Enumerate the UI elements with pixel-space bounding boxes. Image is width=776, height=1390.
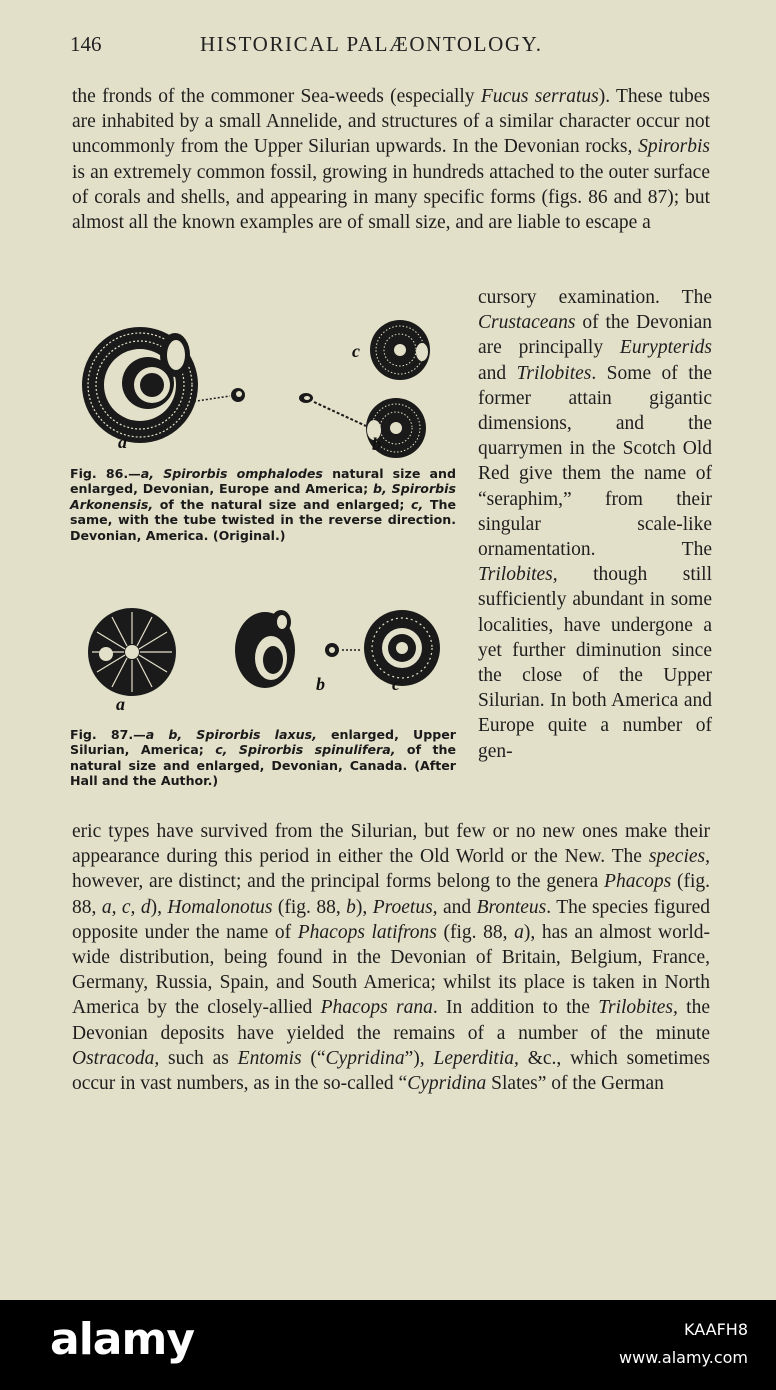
figure-86-caption: Fig. 86.—a, Spirorbis omphalodes natural size and enlarged, Devonian, Europe and America; b, Spirorbis Arkonensis, of the natural size and enlarged; c, The same, with the tube twisted in the reverse direction. Devonian, America. (Original.) <box>70 466 456 543</box>
fig87-label-b: b <box>316 674 325 694</box>
fig87-label-a: a <box>116 694 125 714</box>
page-header <box>70 28 712 60</box>
image-id: KAAFH8 <box>684 1320 748 1339</box>
figure-86-illustration <box>70 310 460 460</box>
running-title: HISTORICAL PALÆONTOLOGY. <box>200 32 543 56</box>
fig87-label-c: c <box>392 674 400 694</box>
fig86-label-b: b <box>372 434 381 454</box>
fig87-spiral-b <box>235 610 295 688</box>
alamy-logo: alamy <box>50 1314 194 1365</box>
body-paragraph-top: the fronds of the commoner Sea-weeds (especially Fucus serratus). These tubes are inhabited by a small Annelide, and structures of a similar character occur not uncommonly from the Upper Silurian upwards. In the Devonian rocks, Spirorbis is an extremely common fossil, growing in hundreds attached to the outer surface of corals and shells, and appearing in many specific forms (figs. 86 and 87); but almost all the known examples are of small size, and are liable to escape a <box>72 86 710 234</box>
fig86-spiral-a-large <box>82 327 198 443</box>
fig87-spiral-a <box>88 608 176 696</box>
figure-87-illustration <box>70 600 460 710</box>
fig86-spiral-c <box>370 320 430 380</box>
fig87-spiral-c <box>364 610 440 686</box>
fig86-label-c: c <box>352 341 360 361</box>
page-number: 146 <box>70 32 102 56</box>
body-paragraph-bottom: eric types have survived from the Silurian, but few or no new ones make their appearance during this period in either the Old World or the New. The species, however, are distinct; and the principal forms belong to the genera Phacops (fig. 88, a, c, d), Homalonotus (fig. 88, b), Proetus, and Bronteus. The species figured opposite under the name of Phacops latifrons (fig. 88, a), has an almost world-wide distribution, being found in the Devonian of Britain, Belgium, France, Germany, Russia, Spain, and South America; whilst its place is taken in North America by the closely-allied Phacops rana. In addition to the Trilobites, the Devonian deposits have yielded the remains of a number of the minute Ostracoda, such as Entomis (“Cypridina”), Leperditia, &c., which sometimes occur in vast numbers, as in the so-called “Cypridina Slates” of the German <box>72 821 711 1095</box>
watermark-url: www.alamy.com <box>619 1348 748 1367</box>
watermark-banner <box>0 1300 776 1390</box>
body-paragraph-side-column: cursory examination. The Crustaceans of the Devonian are principally Eurypterids and Trilobites. Some of the former attain gigantic dimensions, and the quarrymen in the Scotch Old Red give them the name of “seraphim,” from their singular scale-like ornamentation. The Trilobites, though still sufficiently abundant in some localities, have undergone a yet further diminution since the close of the Upper Silurian. In both America and Europe quite a number of gen- <box>478 287 713 762</box>
figure-87-caption: Fig. 87.—a b, Spirorbis laxus, enlarged, Upper Silurian, America; c, Spirorbis spinulifera, of the natural size and enlarged, Devonian, Canada. (After Hall and the Author.) <box>70 727 457 789</box>
fig86-label-a: a <box>118 432 127 452</box>
